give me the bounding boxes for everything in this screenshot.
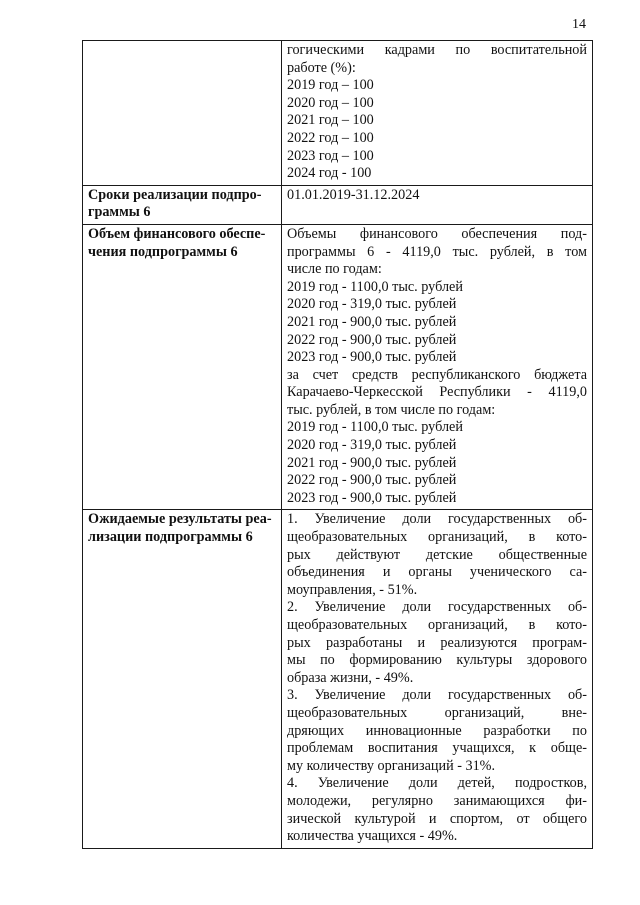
table-row <box>83 510 593 848</box>
passport-table <box>82 40 593 849</box>
row-label-cell <box>83 185 282 224</box>
row-value-line: работе (%): <box>287 59 356 76</box>
row-value-line: Объемы финансового обеспечения под- <box>287 225 587 242</box>
row-value-line: гогическими кадрами по воспитательной <box>287 42 587 58</box>
row-label-line: Объем финансового обеспе- <box>88 225 266 242</box>
passport-table-container <box>82 40 592 849</box>
row-value-line: щеобразовательных организаций, в кото- <box>287 617 587 633</box>
row-value-line: проблемам воспитания учащихся, к обще- <box>287 740 587 757</box>
row-value-cell <box>282 185 593 224</box>
row-value-line: 2023 год - 900,0 тыс. рублей <box>287 489 457 506</box>
row-value-line: числе по годам: <box>287 261 382 278</box>
row-value-line: 3. Увеличение доли государственных об- <box>287 687 587 704</box>
row-value-line: 2020 год - 319,0 тыс. рублей <box>287 437 457 454</box>
table-body <box>83 41 593 849</box>
table-row <box>83 224 593 510</box>
row-value-cell <box>282 510 593 848</box>
row-value-line: 1. Увеличение доли государственных об- <box>287 511 587 528</box>
row-value-line: мы по формированию культуры здорового <box>287 652 587 669</box>
row-value-cell <box>282 41 593 186</box>
row-value-line: образа жизни, - 49%. <box>287 669 414 686</box>
row-value-line: количества учащихся - 49%. <box>287 828 458 845</box>
row-value-line: 2. Увеличение доли государственных об- <box>287 599 587 616</box>
row-value-line: щеобразовательных организаций, вне- <box>287 704 587 721</box>
row-value-line: моуправления, - 51%. <box>287 581 418 598</box>
row-value-line: 2019 год - 1100,0 тыс. рублей <box>287 278 463 295</box>
row-value-line: му количеству организаций - 31%. <box>287 757 496 774</box>
row-value-line: 2024 год - 100 <box>287 165 372 182</box>
table-row <box>83 41 593 186</box>
row-value-line: зической культурой и спортом, от общего <box>287 810 587 827</box>
table-row <box>83 185 593 224</box>
row-label-cell <box>83 510 282 848</box>
row-value-line: 2022 год – 100 <box>287 129 374 146</box>
row-label-cell <box>83 224 282 510</box>
row-value-line: 2021 год - 900,0 тыс. рублей <box>287 454 457 471</box>
row-label-line: лизации подпрограммы 6 <box>88 529 253 546</box>
row-label-line: Сроки реализации подпро- <box>88 186 262 203</box>
row-value-line: 2023 год - 900,0 тыс. рублей <box>287 349 457 366</box>
row-value-line: 2022 год - 900,0 тыс. рублей <box>287 331 457 348</box>
row-value-line: 2023 год – 100 <box>287 147 374 164</box>
row-label-line: чения подпрограммы 6 <box>88 243 238 260</box>
row-value-line: 2019 год - 1100,0 тыс. рублей <box>287 419 463 436</box>
row-value-line: Карачаево-Черкесской Республики - 4119,0 <box>287 384 587 401</box>
row-value-line: за счет средств республиканского бюджета <box>287 366 587 383</box>
row-label-cell <box>83 41 282 186</box>
row-value-line: тыс. рублей, в том числе по годам: <box>287 401 496 418</box>
row-value-line: дряющих инновационные разработки по <box>287 722 587 739</box>
row-value-line: 4. Увеличение доли детей, подростков, <box>287 775 587 792</box>
row-value-cell <box>282 224 593 510</box>
row-value-line: 01.01.2019-31.12.2024 <box>287 186 420 203</box>
row-value-line: 2021 год - 900,0 тыс. рублей <box>287 313 457 330</box>
row-value-line: 2021 год – 100 <box>287 112 374 129</box>
row-value-line: 2020 год - 319,0 тыс. рублей <box>287 296 457 313</box>
row-value-line: объединения и органы ученического са- <box>287 564 587 581</box>
row-value-line: рых разработаны и реализуются програм- <box>287 634 587 651</box>
row-value-line: 2019 год – 100 <box>287 77 374 94</box>
row-value-line: 2022 год - 900,0 тыс. рублей <box>287 472 457 489</box>
row-value-line: рых действуют детские общественные <box>287 546 587 563</box>
row-value-line: молодежи, регулярно занимающихся фи- <box>287 792 587 809</box>
row-value-line: щеобразовательных организаций, в кото- <box>287 529 587 546</box>
row-label-line: Ожидаемые результаты реа- <box>88 511 272 528</box>
row-value-line: программы 6 - 4119,0 тыс. рублей, в том <box>287 243 587 260</box>
page-number: 14 <box>572 17 586 32</box>
row-value-line: 2020 год – 100 <box>287 94 374 111</box>
row-label-line: граммы 6 <box>88 204 151 221</box>
